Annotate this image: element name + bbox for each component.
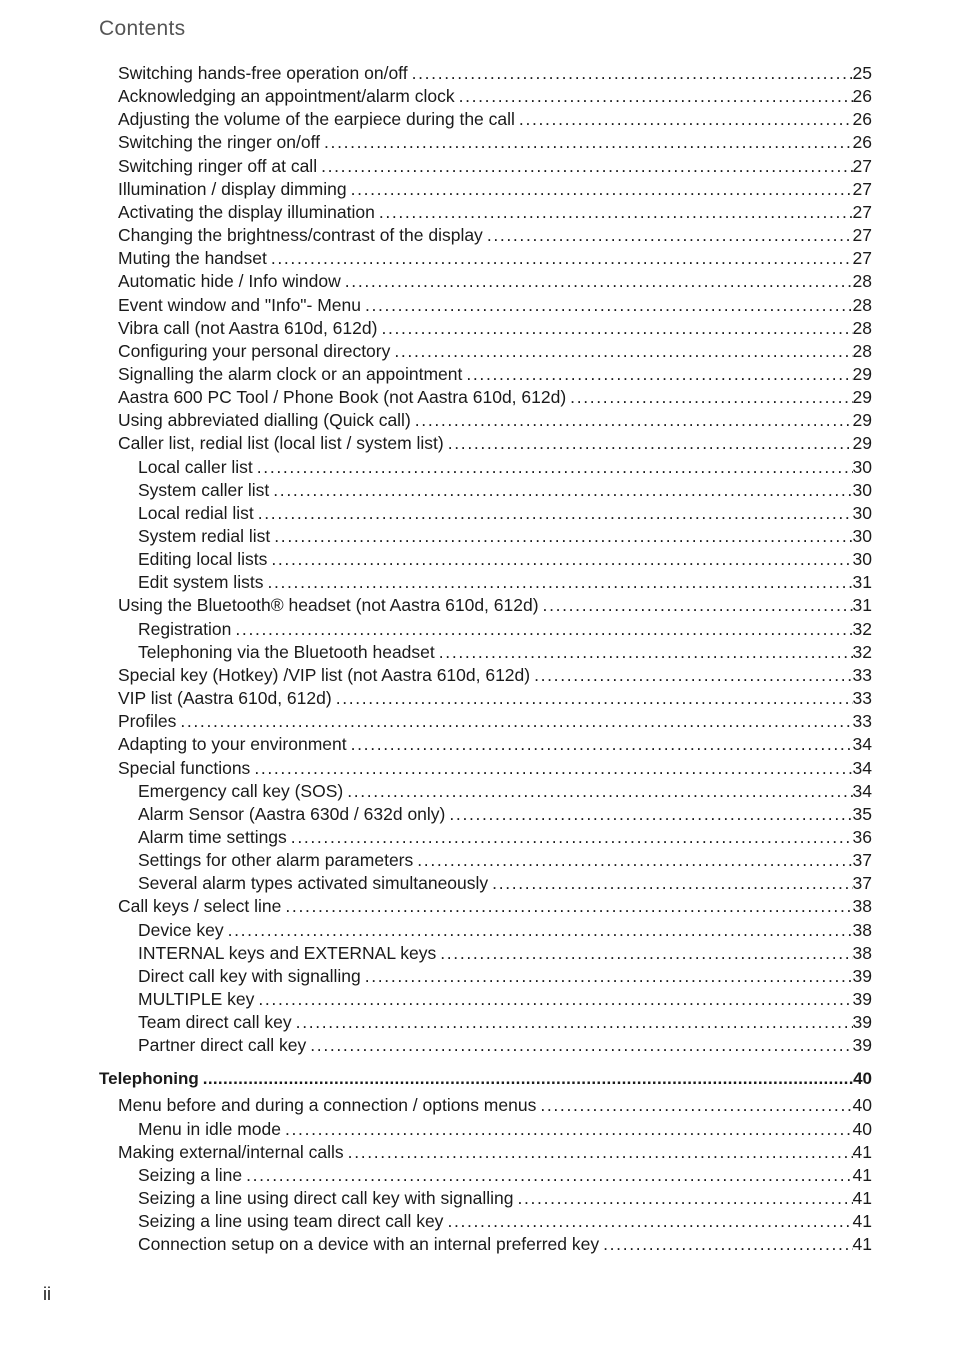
toc-entry-title: Switching hands-free operation on/off xyxy=(118,63,408,83)
toc-entry-page: 29 xyxy=(852,410,872,431)
toc-entry[interactable] xyxy=(138,1233,872,1255)
dot-leader xyxy=(258,502,853,524)
dot-leader xyxy=(203,1068,853,1090)
dot-leader xyxy=(351,178,853,200)
dot-leader xyxy=(534,664,852,686)
toc-entry-page: 39 xyxy=(852,1035,872,1056)
toc-entry[interactable] xyxy=(118,409,872,431)
toc-entry[interactable] xyxy=(118,294,872,316)
toc-entry[interactable] xyxy=(118,178,872,200)
toc-chapter-entry[interactable] xyxy=(99,1068,872,1090)
page-number: ii xyxy=(43,1284,51,1304)
toc-entry-page: 28 xyxy=(852,294,872,315)
dot-leader xyxy=(274,525,852,547)
dot-leader xyxy=(271,548,852,570)
dot-leader xyxy=(351,733,853,755)
toc-entry-page: 32 xyxy=(852,641,872,662)
toc-entry-title: Alarm Sensor (Aastra 630d / 632d only) xyxy=(138,803,446,824)
toc-entry-page: 27 xyxy=(852,225,872,246)
toc-entry-page: 41 xyxy=(852,1234,872,1255)
toc-entry-page: 26 xyxy=(852,132,872,153)
toc-entry-page: 29 xyxy=(852,433,872,454)
toc-entry-page: 27 xyxy=(852,178,872,199)
toc-entry[interactable] xyxy=(118,710,872,732)
toc-entry-title: Several alarm types activated simultaneously xyxy=(138,873,489,894)
toc-entry-page: 37 xyxy=(852,873,872,894)
dot-leader xyxy=(412,62,853,84)
dot-leader xyxy=(246,1164,852,1186)
toc-entry[interactable] xyxy=(138,872,872,894)
dot-leader xyxy=(466,363,852,385)
dot-leader xyxy=(570,386,852,408)
toc-entry-page: 37 xyxy=(852,850,872,871)
toc-entry-title: Seizing a line using direct call key with signalling xyxy=(138,1188,514,1209)
toc-entry-page: 41 xyxy=(852,1141,872,1162)
toc-entry-page: 39 xyxy=(852,965,872,986)
toc-entry-title: Profiles xyxy=(118,711,177,732)
toc-entry-title: Activating the display illumination xyxy=(118,201,375,222)
toc-entry-page: 28 xyxy=(852,271,872,292)
dot-leader xyxy=(417,849,852,871)
toc-entry[interactable] xyxy=(138,826,872,848)
toc-entry[interactable] xyxy=(118,155,872,177)
dot-leader xyxy=(365,965,853,987)
toc-entry-title: Aastra 600 PC Tool / Phone Book (not Aastra 610d, 612d) xyxy=(118,387,567,408)
dot-leader xyxy=(285,895,852,917)
toc-entry[interactable] xyxy=(138,548,872,570)
toc-entry-page: 40 xyxy=(853,1069,872,1089)
toc-entry[interactable] xyxy=(118,85,872,107)
dot-leader xyxy=(285,1118,853,1140)
toc-entry-title: Changing the brightness/contrast of the display xyxy=(118,225,483,246)
toc-entry-page: 33 xyxy=(852,688,872,709)
toc-entry-title: Team direct call key xyxy=(138,1012,292,1033)
toc-entry-page: 40 xyxy=(852,1095,872,1116)
toc-entry[interactable] xyxy=(118,432,872,454)
toc-entry-page: 34 xyxy=(852,734,872,755)
toc-entry-title: Adapting to your environment xyxy=(118,734,347,755)
toc-entry[interactable] xyxy=(118,62,872,84)
toc-entry-title: INTERNAL keys and EXTERNAL keys xyxy=(138,942,437,963)
toc-entry-title: VIP list (Aastra 610d, 612d) xyxy=(118,688,332,709)
toc-entry-title: Using the Bluetooth® headset (not Aastra 610d, 612d) xyxy=(118,595,539,616)
toc-entry[interactable] xyxy=(138,1210,872,1232)
toc-entry-title: Local redial list xyxy=(138,502,254,523)
toc-entry-page: 30 xyxy=(852,549,872,570)
toc-entry-page: 34 xyxy=(852,780,872,801)
toc-entry[interactable] xyxy=(118,317,872,339)
toc-entry-title: Special functions xyxy=(118,757,251,778)
toc-entry[interactable] xyxy=(118,247,872,269)
toc-entry[interactable] xyxy=(118,363,872,385)
dot-leader xyxy=(321,155,852,177)
dot-leader xyxy=(267,571,852,593)
dot-leader xyxy=(543,594,853,616)
toc-entry-page: 39 xyxy=(852,1012,872,1033)
toc-entry-page: 38 xyxy=(852,919,872,940)
dot-leader xyxy=(519,108,853,130)
toc-entry-page: 26 xyxy=(852,109,872,130)
toc-entry[interactable] xyxy=(118,340,872,362)
toc-entry-title: Call keys / select line xyxy=(118,896,282,917)
dot-leader xyxy=(449,803,852,825)
toc-entry-page: 41 xyxy=(852,1211,872,1232)
toc-entry-page: 38 xyxy=(852,942,872,963)
toc-entry-title: Registration xyxy=(138,618,232,639)
toc-entry-title: System caller list xyxy=(138,479,270,500)
toc-entry-page: 39 xyxy=(852,989,872,1009)
dot-leader xyxy=(540,1094,852,1116)
toc-entry[interactable] xyxy=(138,942,872,964)
toc-entry-title: Caller list, redial list (local list / system list) xyxy=(118,433,444,454)
dot-leader xyxy=(310,1034,852,1056)
toc-entry-title: Vibra call (not Aastra 610d, 612d) xyxy=(118,317,378,338)
toc-entry-title: Using abbreviated dialling (Quick call) xyxy=(118,410,411,431)
toc-entry-title: Menu in idle mode xyxy=(138,1118,281,1139)
toc-entry-page: 33 xyxy=(852,711,872,732)
toc-entry-title: Partner direct call key xyxy=(138,1035,307,1056)
toc-entry[interactable] xyxy=(138,1187,872,1209)
dot-leader xyxy=(258,988,852,1010)
toc-entry-title: Muting the handset xyxy=(118,248,267,269)
toc-entry[interactable] xyxy=(118,895,872,917)
toc-entry-page: 30 xyxy=(852,456,872,477)
dot-leader xyxy=(439,641,853,663)
toc-entry-page: 26 xyxy=(852,86,872,107)
toc-entry[interactable] xyxy=(118,386,872,408)
dot-leader xyxy=(257,456,853,478)
toc-entry-title: System redial list xyxy=(138,526,271,546)
toc-entry-title: Switching ringer off at call xyxy=(118,155,318,176)
toc-entry-page: 27 xyxy=(852,248,872,269)
toc-entry-title: Automatic hide / Info window xyxy=(118,271,341,292)
toc-entry-page: 31 xyxy=(852,572,872,593)
toc-entry-page: 41 xyxy=(852,1164,872,1185)
toc-entry-title: Menu before and during a connection / options menus xyxy=(118,1095,537,1116)
toc-entry[interactable] xyxy=(118,270,872,292)
dot-leader xyxy=(381,317,852,339)
toc-entry-page: 27 xyxy=(852,155,872,176)
toc-entry-page: 28 xyxy=(852,317,872,338)
toc-entry[interactable] xyxy=(138,641,872,663)
toc-entry-title: Adjusting the volume of the earpiece during the call xyxy=(118,109,515,130)
toc-entry-page: 27 xyxy=(852,201,872,222)
dot-leader xyxy=(440,942,852,964)
dot-leader xyxy=(345,270,853,292)
toc-entry[interactable] xyxy=(138,1118,872,1140)
toc-entry-page: 30 xyxy=(852,526,872,546)
toc-entry-page: 36 xyxy=(852,826,872,847)
toc-entry-title: Seizing a line xyxy=(138,1164,243,1185)
toc-entry[interactable] xyxy=(138,988,872,1010)
toc-entry-title: Telephoning via the Bluetooth headset xyxy=(138,641,435,662)
toc-entry-page: 25 xyxy=(852,63,872,83)
toc-entry[interactable] xyxy=(118,594,872,616)
toc-entry[interactable] xyxy=(138,1034,872,1056)
dot-leader xyxy=(448,432,853,454)
toc-entry[interactable] xyxy=(118,757,872,779)
dot-leader xyxy=(228,919,853,941)
toc-entry[interactable] xyxy=(118,687,872,709)
toc-entry-title: Special key (Hotkey) /VIP list (not Aastra 610d, 612d) xyxy=(118,664,531,685)
toc-entry[interactable] xyxy=(118,664,872,686)
toc-entry[interactable] xyxy=(138,919,872,941)
toc-entry-page: 31 xyxy=(852,595,872,616)
toc-entry-title: Settings for other alarm parameters xyxy=(138,850,414,871)
toc-entry-page: 30 xyxy=(852,479,872,500)
dot-leader xyxy=(347,780,852,802)
dot-leader xyxy=(348,1141,853,1163)
toc-entry[interactable] xyxy=(118,131,872,153)
toc-entry-title: Acknowledging an appointment/alarm clock xyxy=(118,86,455,107)
toc-entry[interactable] xyxy=(118,1141,872,1163)
toc-entry[interactable] xyxy=(138,1011,872,1033)
dot-leader xyxy=(447,1210,852,1232)
dot-leader xyxy=(394,340,852,362)
dot-leader xyxy=(487,224,853,246)
toc-entry-title: Edit system lists xyxy=(138,572,264,593)
page-title: Contents xyxy=(99,17,186,40)
dot-leader xyxy=(324,131,853,153)
toc-entry[interactable] xyxy=(138,1164,872,1186)
dot-leader xyxy=(492,872,852,894)
dot-leader xyxy=(254,757,852,779)
toc-entry-title: Illumination / display dimming xyxy=(118,178,347,199)
toc-entry[interactable] xyxy=(138,618,872,640)
toc-entry[interactable] xyxy=(138,571,872,593)
dot-leader xyxy=(273,479,852,501)
toc-entry-page: 32 xyxy=(852,618,872,639)
toc-entry[interactable] xyxy=(138,803,872,825)
toc-entry-title: MULTIPLE key xyxy=(138,989,255,1009)
dot-leader xyxy=(517,1187,852,1209)
toc-entry-title: Local caller list xyxy=(138,456,253,477)
toc-entry[interactable] xyxy=(138,849,872,871)
toc-entry-title: Editing local lists xyxy=(138,549,268,570)
toc-entry[interactable] xyxy=(138,479,872,501)
toc-entry[interactable] xyxy=(118,733,872,755)
dot-leader xyxy=(235,618,852,640)
toc-entry-page: 34 xyxy=(852,757,872,778)
toc-entry[interactable] xyxy=(118,224,872,246)
toc-entry-title: Emergency call key (SOS) xyxy=(138,780,344,801)
toc-entry-title: Signalling the alarm clock or an appointment xyxy=(118,363,463,384)
toc-entry[interactable] xyxy=(138,780,872,802)
toc-entry[interactable] xyxy=(138,525,872,547)
dot-leader xyxy=(379,201,853,223)
toc-entry-title: Switching the ringer on/off xyxy=(118,132,321,153)
toc-entry-title: Making external/internal calls xyxy=(118,1141,344,1162)
toc-entry-title: Direct call key with signalling xyxy=(138,965,361,986)
toc-entry[interactable] xyxy=(138,456,872,478)
toc-entry-title: Event window and "Info"- Menu xyxy=(118,294,361,315)
toc-entry-title: Configuring your personal directory xyxy=(118,340,391,361)
toc-entry[interactable] xyxy=(118,1094,872,1116)
toc-entry-page: 28 xyxy=(852,340,872,361)
dot-leader xyxy=(271,247,853,269)
toc-entry[interactable] xyxy=(138,965,872,987)
toc-entry-page: 35 xyxy=(852,803,872,824)
dot-leader xyxy=(365,294,853,316)
toc-entry[interactable] xyxy=(118,201,872,223)
toc-entry[interactable] xyxy=(138,502,872,524)
toc-entry-page: 33 xyxy=(852,664,872,685)
toc-entry-page: 41 xyxy=(852,1188,872,1209)
dot-leader xyxy=(415,409,853,431)
toc-entry-page: 30 xyxy=(852,502,872,523)
dot-leader xyxy=(603,1233,852,1255)
toc-entry-page: 40 xyxy=(852,1118,872,1139)
toc-entry-title: Alarm time settings xyxy=(138,826,287,847)
dot-leader xyxy=(291,826,853,848)
toc-entry[interactable] xyxy=(118,108,872,130)
dot-leader xyxy=(459,85,853,107)
dot-leader xyxy=(296,1011,853,1033)
toc-entry-title: Device key xyxy=(138,919,224,940)
dot-leader xyxy=(336,687,853,709)
toc-entry-title: Telephoning xyxy=(99,1069,199,1089)
toc-entry-title: Connection setup on a device with an internal preferred key xyxy=(138,1234,600,1255)
dot-leader xyxy=(180,710,852,732)
toc-entry-page: 38 xyxy=(852,896,872,917)
toc-entry-page: 29 xyxy=(852,387,872,408)
toc-entry-title: Seizing a line using team direct call key xyxy=(138,1211,444,1232)
toc-entry-page: 29 xyxy=(852,363,872,384)
